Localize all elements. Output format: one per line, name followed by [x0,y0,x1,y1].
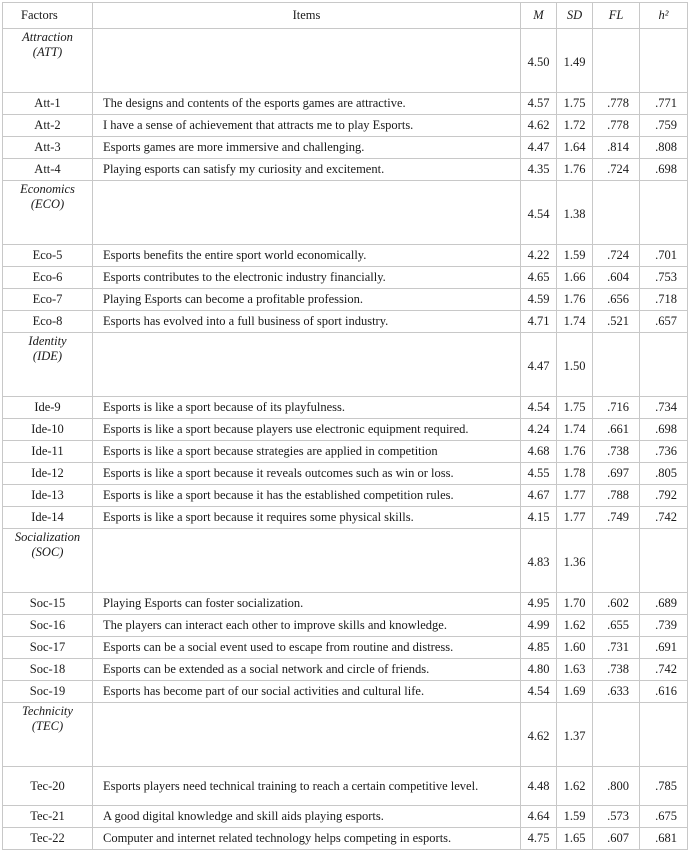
factor-fl-empty [593,703,640,767]
factor-sd: 1.36 [557,529,593,593]
item-mean: 4.47 [521,137,557,159]
item-row [3,115,688,137]
item-sd: 1.75 [557,93,593,115]
item-factor-loading: .724 [593,245,640,267]
factor-mean: 4.54 [521,181,557,245]
factor-h2-empty [640,529,688,593]
factor-name [3,29,93,93]
item-code: Ide-14 [3,507,93,529]
item-code: Ide-10 [3,419,93,441]
item-sd: 1.64 [557,137,593,159]
item-text: I have a sense of achievement that attracts me to play Esports. [93,115,521,137]
item-code: Ide-12 [3,463,93,485]
factor-name [3,703,93,767]
item-factor-loading: .697 [593,463,640,485]
factor-sd: 1.38 [557,181,593,245]
item-text: Playing Esports can foster socialization. [93,593,521,615]
item-sd: 1.74 [557,419,593,441]
item-row [3,245,688,267]
item-text: The players can interact each other to improve skills and knowledge. [93,615,521,637]
item-row [3,159,688,181]
item-communality: .742 [640,659,688,681]
item-row [3,137,688,159]
item-mean: 4.54 [521,397,557,419]
item-text: Esports is like a sport because it reveals outcomes such as win or loss. [93,463,521,485]
factor-group-row [3,29,688,93]
item-code: Soc-16 [3,615,93,637]
item-code: Eco-5 [3,245,93,267]
factor-item-empty [93,703,521,767]
item-row [3,507,688,529]
factor-sd: 1.37 [557,703,593,767]
item-row [3,397,688,419]
header-fl: FL [593,3,640,29]
item-code: Eco-8 [3,311,93,333]
item-text: A good digital knowledge and skill aids playing esports. [93,806,521,828]
item-factor-loading: .607 [593,828,640,850]
item-communality: .657 [640,311,688,333]
item-row [3,593,688,615]
item-mean: 4.95 [521,593,557,615]
item-factor-loading: .731 [593,637,640,659]
factor-abbrev: (IDE) [32,349,63,363]
item-communality: .805 [640,463,688,485]
factor-h2-empty [640,181,688,245]
factor-abbrev: (ATT) [32,45,63,59]
item-sd: 1.76 [557,289,593,311]
factor-mean: 4.62 [521,703,557,767]
item-factor-loading: .778 [593,115,640,137]
item-communality: .698 [640,419,688,441]
factor-fl-empty [593,529,640,593]
item-factor-loading: .814 [593,137,640,159]
item-code: Ide-11 [3,441,93,463]
item-row [3,441,688,463]
item-row [3,463,688,485]
item-sd: 1.59 [557,245,593,267]
item-mean: 4.24 [521,419,557,441]
item-mean: 4.64 [521,806,557,828]
item-mean: 4.35 [521,159,557,181]
item-mean: 4.59 [521,289,557,311]
item-factor-loading: .749 [593,507,640,529]
factor-item-empty [93,181,521,245]
item-text: Esports is like a sport because of its playfulness. [93,397,521,419]
item-row [3,419,688,441]
item-sd: 1.77 [557,485,593,507]
factor-group-row [3,333,688,397]
factor-name-line1: Identity [28,334,67,348]
factor-item-empty [93,333,521,397]
item-sd: 1.72 [557,115,593,137]
item-mean: 4.99 [521,615,557,637]
item-code: Eco-6 [3,267,93,289]
item-factor-loading: .661 [593,419,640,441]
header-items: Items [93,3,521,29]
header-row [3,3,688,29]
item-communality: .792 [640,485,688,507]
item-mean: 4.48 [521,767,557,806]
item-communality: .734 [640,397,688,419]
item-mean: 4.85 [521,637,557,659]
item-text: Esports is like a sport because strategies are applied in competition [93,441,521,463]
factor-mean: 4.83 [521,529,557,593]
item-text: Esports contributes to the electronic industry financially. [93,267,521,289]
factor-item-empty [93,29,521,93]
item-sd: 1.63 [557,659,593,681]
item-code: Ide-9 [3,397,93,419]
item-code: Eco-7 [3,289,93,311]
item-sd: 1.74 [557,311,593,333]
item-sd: 1.76 [557,441,593,463]
item-mean: 4.71 [521,311,557,333]
factor-fl-empty [593,333,640,397]
item-mean: 4.80 [521,659,557,681]
item-text: Playing esports can satisfy my curiosity and excitement. [93,159,521,181]
factor-table [2,2,688,850]
item-sd: 1.78 [557,463,593,485]
item-factor-loading: .738 [593,441,640,463]
item-row [3,93,688,115]
item-mean: 4.67 [521,485,557,507]
item-row [3,311,688,333]
item-sd: 1.62 [557,767,593,806]
item-text: Esports has become part of our social activities and cultural life. [93,681,521,703]
factor-name-line1: Socialization [14,530,81,544]
factor-name-line1: Economics [20,182,75,196]
item-text: Esports can be extended as a social network and circle of friends. [93,659,521,681]
item-communality: .616 [640,681,688,703]
item-factor-loading: .788 [593,485,640,507]
item-sd: 1.75 [557,397,593,419]
item-communality: .718 [640,289,688,311]
item-communality: .675 [640,806,688,828]
item-mean: 4.65 [521,267,557,289]
item-communality: .808 [640,137,688,159]
item-row [3,289,688,311]
factor-name [3,529,93,593]
table-body [3,29,688,850]
item-code: Soc-17 [3,637,93,659]
item-sd: 1.69 [557,681,593,703]
item-mean: 4.15 [521,507,557,529]
factor-mean: 4.50 [521,29,557,93]
factor-name [3,333,93,397]
item-sd: 1.66 [557,267,593,289]
header-factors: Factors [3,3,93,29]
item-communality: .771 [640,93,688,115]
item-code: Att-4 [3,159,93,181]
item-factor-loading: .738 [593,659,640,681]
item-row [3,615,688,637]
item-mean: 4.54 [521,681,557,703]
item-text: The designs and contents of the esports games are attractive. [93,93,521,115]
item-text: Playing Esports can become a profitable profession. [93,289,521,311]
item-factor-loading: .655 [593,615,640,637]
item-mean: 4.22 [521,245,557,267]
item-communality: .753 [640,267,688,289]
factor-name-line1: Attraction [22,30,73,44]
factor-h2-empty [640,703,688,767]
factor-name [3,181,93,245]
item-code: Soc-18 [3,659,93,681]
item-text: Esports benefits the entire sport world economically. [93,245,521,267]
factor-abbrev: (TEC) [31,719,64,733]
item-factor-loading: .633 [593,681,640,703]
factor-name-line1: Technicity [22,704,73,718]
item-code: Tec-22 [3,828,93,850]
factor-fl-empty [593,29,640,93]
item-row [3,485,688,507]
item-code: Ide-13 [3,485,93,507]
item-mean: 4.55 [521,463,557,485]
item-communality: .742 [640,507,688,529]
item-factor-loading: .800 [593,767,640,806]
item-sd: 1.65 [557,828,593,850]
item-factor-loading: .602 [593,593,640,615]
item-mean: 4.75 [521,828,557,850]
item-row [3,828,688,850]
factor-mean: 4.47 [521,333,557,397]
item-code: Soc-19 [3,681,93,703]
item-mean: 4.57 [521,93,557,115]
item-row [3,659,688,681]
factor-group-row [3,703,688,767]
factor-abbrev: (ECO) [30,197,65,211]
item-row [3,806,688,828]
item-code: Soc-15 [3,593,93,615]
header-m: M [521,3,557,29]
factor-abbrev: (SOC) [31,545,64,559]
item-code: Att-2 [3,115,93,137]
item-row [3,637,688,659]
item-text: Esports is like a sport because it has the established competition rules. [93,485,521,507]
item-sd: 1.70 [557,593,593,615]
item-factor-loading: .716 [593,397,640,419]
item-row [3,681,688,703]
item-communality: .691 [640,637,688,659]
item-communality: .736 [640,441,688,463]
item-sd: 1.59 [557,806,593,828]
item-text: Esports players need technical training to reach a certain competitive level. [93,767,521,806]
item-mean: 4.62 [521,115,557,137]
header-sd: SD [557,3,593,29]
item-sd: 1.62 [557,615,593,637]
item-communality: .689 [640,593,688,615]
header-h2: h² [640,3,688,29]
item-factor-loading: .778 [593,93,640,115]
item-sd: 1.76 [557,159,593,181]
factor-sd: 1.49 [557,29,593,93]
item-text: Esports games are more immersive and challenging. [93,137,521,159]
item-communality: .698 [640,159,688,181]
factor-h2-empty [640,333,688,397]
factor-h2-empty [640,29,688,93]
item-text: Esports can be a social event used to escape from routine and distress. [93,637,521,659]
item-code: Att-1 [3,93,93,115]
item-communality: .681 [640,828,688,850]
factor-fl-empty [593,181,640,245]
item-text: Computer and internet related technology helps competing in esports. [93,828,521,850]
item-factor-loading: .656 [593,289,640,311]
item-row [3,767,688,806]
item-factor-loading: .724 [593,159,640,181]
item-mean: 4.68 [521,441,557,463]
item-code: Att-3 [3,137,93,159]
item-text: Esports is like a sport because it requires some physical skills. [93,507,521,529]
factor-sd: 1.50 [557,333,593,397]
item-text: Esports is like a sport because players use electronic equipment required. [93,419,521,441]
factor-group-row [3,181,688,245]
item-code: Tec-20 [3,767,93,806]
item-text: Esports has evolved into a full business of sport industry. [93,311,521,333]
item-row [3,267,688,289]
factor-group-row [3,529,688,593]
item-communality: .759 [640,115,688,137]
item-code: Tec-21 [3,806,93,828]
item-sd: 1.77 [557,507,593,529]
item-communality: .739 [640,615,688,637]
item-communality: .701 [640,245,688,267]
item-communality: .785 [640,767,688,806]
item-sd: 1.60 [557,637,593,659]
item-factor-loading: .573 [593,806,640,828]
item-factor-loading: .604 [593,267,640,289]
factor-item-empty [93,529,521,593]
item-factor-loading: .521 [593,311,640,333]
